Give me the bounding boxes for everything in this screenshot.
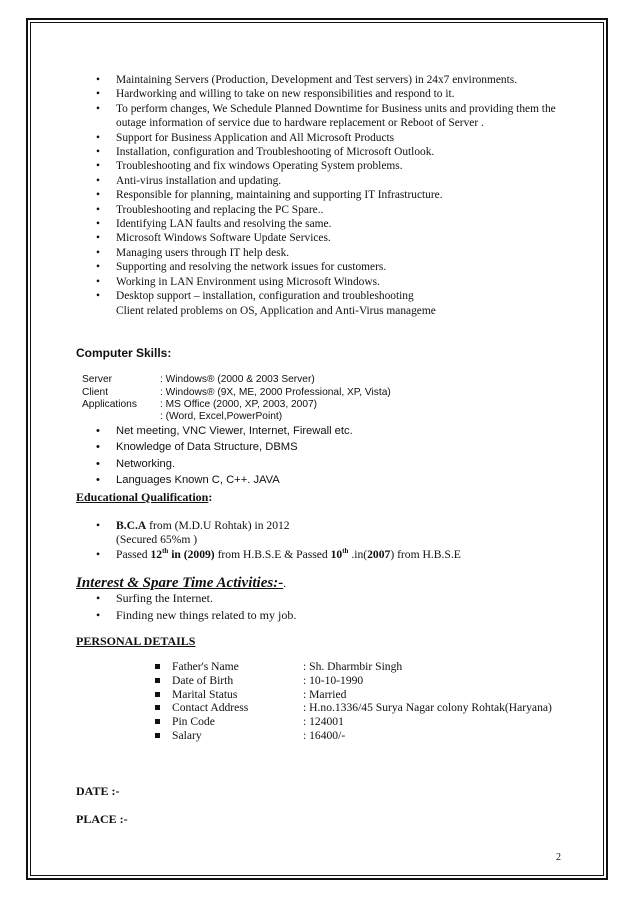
desktop-support-line-1: Desktop support – installation, configuration and troubleshooting [116, 290, 414, 303]
list-item: • Anti-virus installation and updating. [92, 174, 572, 188]
education-heading-text: Educational Qualification [76, 490, 209, 504]
skill-key: Applications [82, 399, 137, 410]
list-item: • Knowledge of Data Structure, DBMS [92, 439, 472, 455]
personal-row-father [150, 660, 552, 674]
detail-label: Contact Address [172, 701, 249, 715]
detail-value: : H.no.1336/45 Surya Nagar colony Rohtak(Haryana) [303, 701, 552, 715]
date-label: DATE :- [76, 784, 120, 798]
detail-value: : 16400/- [303, 728, 346, 742]
school-text: .in( [348, 548, 368, 562]
skill-key: Client [82, 387, 109, 398]
skill-row-server [82, 373, 315, 386]
grade-10-suffix: th [342, 547, 349, 556]
personal-row-pin [150, 715, 552, 729]
personal-row-marital [150, 688, 552, 702]
responsibilities-list [92, 73, 572, 318]
desktop-support-line-2: Client related problems on OS, Application and Anti-Virus manageme [116, 304, 436, 317]
detail-label: Salary [172, 728, 202, 742]
list-item: • Net meeting, VNC Viewer, Internet, Firewall etc. [92, 423, 472, 439]
grade-12: 12 [150, 548, 163, 562]
detail-label: Date of Birth [172, 673, 234, 687]
bca-secured: (Secured 65%m ) [116, 532, 198, 546]
education-item-school [92, 548, 572, 562]
school-text: from H.B.S.E & Passed [214, 548, 331, 562]
interests-heading-trail: . [283, 578, 286, 590]
skill-value: : MS Office (2000, XP, 2003, 2007) [160, 399, 318, 410]
education-list [92, 519, 572, 564]
list-item-desktop-support [92, 289, 572, 318]
detail-value: : 10-10-1990 [303, 673, 364, 687]
detail-label: Marital Status [172, 687, 238, 701]
list-item: • Finding new things related to my job. [92, 607, 552, 624]
list-item: • Working in LAN Environment using Microsoft Windows. [92, 275, 572, 289]
detail-value: : Married [303, 687, 347, 701]
interests-list [92, 590, 552, 623]
list-item: • Microsoft Windows Software Update Services. [92, 231, 572, 245]
skill-value: : (Word, Excel,PowerPoint) [160, 411, 283, 422]
year-10: 2007 [367, 548, 391, 562]
detail-label: Pin Code [172, 715, 215, 729]
other-skills-list [92, 423, 472, 489]
list-item: • Supporting and resolving the network issues for customers. [92, 260, 572, 274]
place-label: PLACE :- [76, 812, 128, 826]
list-item: • Troubleshooting and fix windows Operating System problems. [92, 159, 572, 173]
list-item: • To perform changes, We Schedule Planned Downtime for Business units and providing them the outage information of service due to hardware replacement or Reboot of Server . [92, 102, 572, 131]
education-item-bca [92, 519, 572, 546]
personal-details-list [150, 660, 552, 743]
detail-label: Father's Name [172, 660, 239, 673]
detail-value: : 124001 [303, 715, 344, 729]
school-text: ) from H.B.S.E [390, 548, 461, 562]
list-item: • Hardworking and willing to take on new responsibilities and respond to it. [92, 87, 572, 101]
list-item: • Managing users through IT help desk. [92, 246, 572, 260]
personal-row-salary [150, 729, 552, 743]
skill-value: : Windows® (2000 & 2003 Server) [160, 374, 315, 385]
school-text: Passed [116, 548, 151, 562]
education-heading-colon: : [208, 490, 213, 504]
year-12: in (2009) [168, 548, 215, 562]
interests-heading-text: Interest & Spare Time Activities:- [76, 575, 284, 591]
personal-row-address [150, 701, 552, 715]
personal-details-heading: PERSONAL DETAILS [76, 634, 196, 648]
list-item: • Networking. [92, 456, 472, 472]
grade-10: 10 [330, 548, 343, 562]
list-item: • Installation, configuration and Troubleshooting of Microsoft Outlook. [92, 145, 572, 159]
computer-skills-heading: Computer Skills: [76, 346, 172, 360]
detail-value: : Sh. Dharmbir Singh [303, 660, 403, 673]
page-number: 2 [556, 852, 561, 863]
bca-degree: B.C.A [116, 519, 147, 532]
list-item: • Identifying LAN faults and resolving the same. [92, 217, 572, 231]
skill-row-office-apps [82, 410, 282, 423]
grade-12-suffix: th [162, 547, 169, 556]
list-item: • Support for Business Application and All Microsoft Products [92, 131, 572, 145]
list-item: • Troubleshooting and replacing the PC Spare.. [92, 203, 572, 217]
skill-value: : Windows® (9X, ME, 2000 Professional, XP, Vista) [160, 387, 391, 398]
list-item: • Maintaining Servers (Production, Development and Test servers) in 24x7 environments. [92, 73, 572, 87]
list-item: • Surfing the Internet. [92, 590, 552, 607]
bca-detail: from (M.D.U Rohtak) in 2012 [146, 519, 290, 532]
list-item: • Responsible for planning, maintaining and supporting IT Infrastructure. [92, 188, 572, 202]
education-heading [76, 490, 212, 505]
skill-key: Server [82, 374, 113, 385]
personal-row-dob [150, 674, 552, 688]
list-item: • Languages Known C, C++. JAVA [92, 472, 472, 488]
